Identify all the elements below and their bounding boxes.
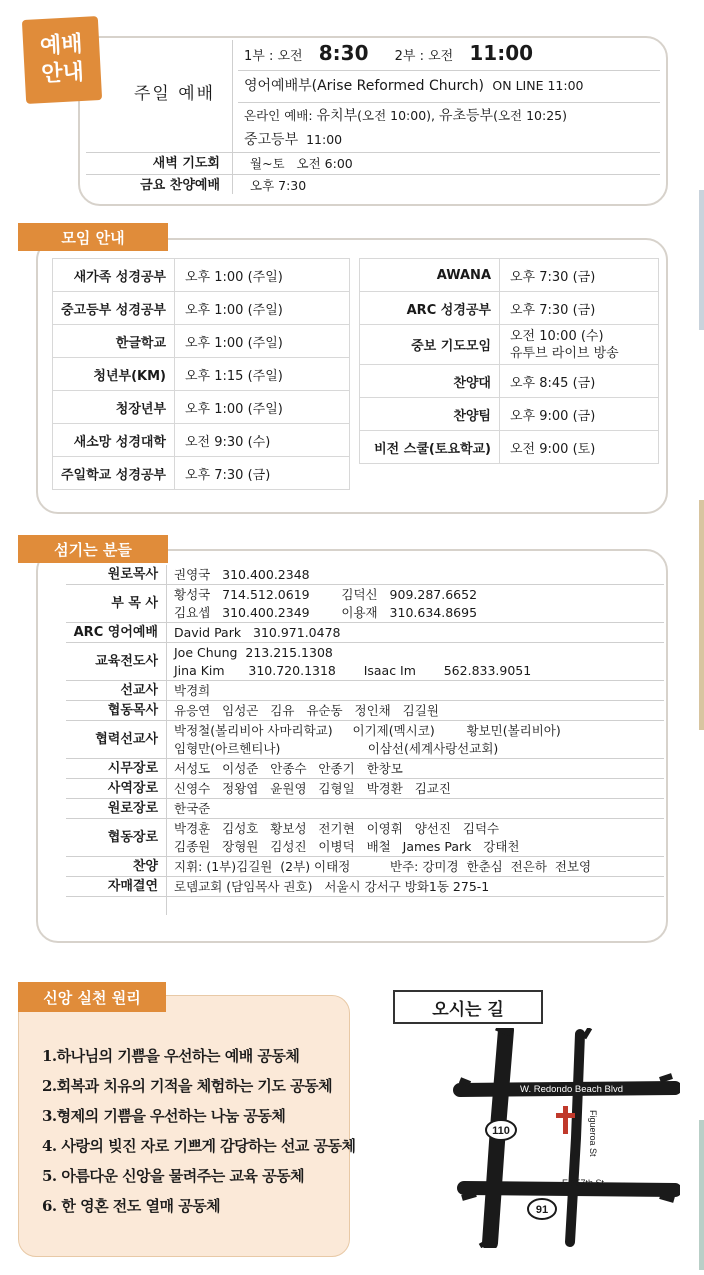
- staff-line: Jina Kim 310.720.1318 Isaac Im 562.833.9051: [174, 663, 532, 678]
- staff-row: [66, 721, 664, 759]
- staff-role: 시무장로: [107, 761, 158, 776]
- edge-strip: [699, 1120, 704, 1270]
- edge-strip: [699, 190, 704, 330]
- meetings-table-left: [52, 258, 350, 490]
- street-157th: E 157th St: [562, 1178, 605, 1188]
- staff-row: [66, 779, 664, 799]
- staff-row: [66, 585, 664, 623]
- meeting-time-note: 유투브 라이브 방송: [510, 345, 619, 361]
- principle-item: 1.하나님의 기쁨을 우선하는 예배 공동체: [42, 1047, 300, 1065]
- meeting-row: [53, 457, 350, 490]
- staff-line: 박정철(볼리비아 사마리학교) 이기제(멕시코) 황보민(볼리비아): [174, 723, 561, 738]
- meetings-table-right: [359, 258, 659, 464]
- elementary-label: 유초등부: [438, 108, 494, 124]
- meeting-time: 오후 7:30 (금): [500, 259, 659, 292]
- staff-role: 협동목사: [107, 703, 158, 718]
- staff-line: Joe Chung 213.215.1308: [174, 645, 333, 660]
- online-label: 온라인 예배:: [244, 108, 313, 123]
- meeting-name: 새소망 성경대학: [53, 424, 175, 457]
- staff-role: 찬양: [132, 859, 158, 874]
- staff-role: 사역장로: [107, 781, 158, 796]
- youth-label: 중고등부: [244, 132, 299, 148]
- meeting-time: 오후 7:30 (금): [500, 292, 659, 325]
- meeting-name: 청년부(KM): [53, 358, 175, 391]
- meeting-row: [53, 424, 350, 457]
- shield-91-label: 91: [535, 1204, 549, 1216]
- staff-line: 지휘: (1부)김길원 (2부) 이태정 반주: 강미경 한춘심 전은하 전보영: [174, 859, 592, 874]
- principle-item: 4. 사랑의 빚진 자로 기쁘게 감당하는 선교 공동체: [42, 1137, 356, 1155]
- staff-row: [66, 799, 664, 819]
- meeting-name: 찬양팀: [360, 398, 500, 431]
- edge-strip: [699, 500, 704, 730]
- staff-line: 신영수 정왕엽 윤원영 김형일 박경환 김교진: [174, 781, 451, 796]
- staff-role: 협력선교사: [95, 732, 158, 747]
- meeting-row: [53, 391, 350, 424]
- meeting-name: AWANA: [360, 259, 500, 292]
- meeting-name: 찬양대: [360, 365, 500, 398]
- staff-role: 원로장로: [107, 801, 158, 816]
- staff-row: [66, 701, 664, 721]
- staff-line: 김요셉 310.400.2349 이용재 310.634.8695: [174, 605, 478, 620]
- staff-row: [66, 681, 664, 701]
- shield-110-label: 110: [492, 1125, 510, 1137]
- street-figueroa: Figueroa St: [588, 1110, 598, 1157]
- principle-item: 5. 아름다운 신앙을 물려주는 교육 공동체: [42, 1167, 305, 1185]
- sunday-line2: [244, 78, 583, 94]
- sunday-line4: [244, 132, 342, 148]
- service1-label: 1부 : 오전: [244, 49, 303, 64]
- road-stroke: [464, 1188, 675, 1190]
- staff-names: [174, 878, 489, 896]
- staff-row: [66, 759, 664, 779]
- highway-shield-91: [528, 1199, 556, 1219]
- kinder-label: 유치부: [316, 108, 358, 124]
- sunday-line3: [244, 108, 567, 124]
- youth-time: 11:00: [306, 132, 343, 147]
- english-service: 영어예배부(Arise Reformed Church): [244, 78, 484, 94]
- meeting-time: 오후 8:45 (금): [500, 365, 659, 398]
- sunday-label: 주일 예배: [134, 84, 216, 104]
- staff-names: [174, 800, 210, 818]
- meeting-time-line: 오전 10:00 (수): [510, 328, 604, 344]
- staff-names: [174, 858, 591, 876]
- staff-names: [174, 624, 340, 642]
- staff-names: [174, 760, 403, 778]
- meeting-row: [53, 292, 350, 325]
- staff-row: [66, 857, 664, 877]
- staff-tag: 섬기는 분들: [18, 535, 168, 563]
- meetings-tag: 모임 안내: [18, 223, 168, 251]
- staff-line: 유응연 임성곤 김유 유순동 정인채 김길원: [174, 703, 439, 718]
- meeting-time: 오전 9:00 (토): [500, 431, 659, 464]
- street-redondo: W. Redondo Beach Blvd: [520, 1084, 623, 1095]
- staff-role: 부 목 사: [111, 596, 158, 611]
- staff-line: 서성도 이성준 안종수 안종기 한창모: [174, 761, 403, 776]
- staff-role: 선교사: [120, 683, 158, 698]
- staff-names: [174, 702, 439, 720]
- staff-role: 교육전도사: [95, 654, 158, 669]
- meeting-name: ARC 성경공부: [360, 292, 500, 325]
- kinder-time: (오전 10:00),: [357, 108, 435, 123]
- staff-line: 김종원 장형원 김성진 이병덕 배철 James Park 강태천: [174, 839, 520, 854]
- staff-line: 황성국 714.512.0619 김덕신 909.287.6652: [174, 587, 478, 602]
- service2-time: 11:00: [469, 41, 534, 65]
- staff-role: 자매결연: [107, 879, 158, 894]
- meeting-time: [500, 325, 659, 365]
- staff-role: 원로목사: [107, 567, 158, 582]
- meeting-time: 오후 1:15 (주일): [175, 358, 350, 391]
- meeting-time: 오전 9:30 (수): [175, 424, 350, 457]
- elementary-time: (오전 10:25): [493, 108, 567, 123]
- principle-item: 3.형제의 기쁨을 우선하는 나눔 공동체: [42, 1107, 286, 1125]
- staff-names: [174, 644, 531, 680]
- worship-tag: 예배 안내: [22, 16, 102, 104]
- dawn-value: 월~토 오전 6:00: [250, 156, 353, 171]
- staff-line: David Park 310.971.0478: [174, 625, 341, 640]
- meeting-row: [360, 398, 659, 431]
- service1-time: 8:30: [318, 41, 369, 65]
- directions-map: [450, 1028, 680, 1248]
- staff-line: 한국준: [174, 801, 211, 816]
- staff-row: [66, 565, 664, 585]
- dawn-label: 새벽 기도회: [152, 156, 220, 171]
- friday-label: 금요 찬양예배: [140, 178, 220, 193]
- friday-value: 오후 7:30: [250, 178, 307, 193]
- staff-role: ARC 영어예배: [73, 625, 158, 640]
- staff-names: [174, 682, 210, 700]
- map-title-box: [393, 990, 543, 1024]
- meeting-name: 한글학교: [53, 325, 175, 358]
- meeting-time: 오후 9:00 (금): [500, 398, 659, 431]
- meeting-row: [53, 358, 350, 391]
- meeting-row: [360, 431, 659, 464]
- staff-row: [66, 877, 664, 897]
- meeting-name: 새가족 성경공부: [53, 259, 175, 292]
- meeting-name: 중고등부 성경공부: [53, 292, 175, 325]
- meeting-name: 중보 기도모임: [360, 325, 500, 365]
- staff-names: [174, 780, 451, 798]
- meeting-time: 오후 7:30 (금): [175, 457, 350, 490]
- meeting-row: [360, 325, 659, 365]
- staff-line: 박경훈 김성호 황보성 전기현 이영휘 양선진 김덕수: [174, 821, 500, 836]
- staff-row: [66, 643, 664, 681]
- sunday-line1: [244, 42, 533, 64]
- highway-shield-110: [486, 1120, 516, 1140]
- staff-names: [174, 586, 477, 622]
- meeting-name: 청장년부: [53, 391, 175, 424]
- staff-line: 임형만(아르헨티나) 이삼선(세계사랑선교회): [174, 741, 499, 756]
- principle-item: 6. 한 영혼 전도 열매 공동체: [42, 1197, 221, 1215]
- meeting-row: [53, 325, 350, 358]
- staff-line: 박경희: [174, 683, 211, 698]
- map-title: 오시는 길: [432, 999, 504, 1020]
- principle-item: 2.회복과 치유의 기적을 체험하는 기도 공동체: [42, 1077, 333, 1095]
- meeting-name: 주일학교 성경공부: [53, 457, 175, 490]
- meeting-row: [53, 259, 350, 292]
- staff-row: [66, 819, 664, 857]
- staff-names: [174, 566, 310, 584]
- staff-line: 권영국 310.400.2348: [174, 567, 310, 582]
- english-service-time: ON LINE 11:00: [492, 78, 584, 93]
- staff-names: [174, 820, 520, 856]
- meeting-row: [360, 365, 659, 398]
- meeting-row: [360, 259, 659, 292]
- road-stroke: [570, 1034, 580, 1242]
- meeting-time: 오후 1:00 (주일): [175, 391, 350, 424]
- service2-label: 2부 : 오전: [394, 49, 454, 64]
- staff-line: 로뎀교회 (담임목사 권호) 서울시 강서구 방화1동 275-1: [174, 879, 490, 894]
- staff-role: 협동장로: [107, 830, 158, 845]
- principles-tag: 신앙 실천 원리: [18, 982, 166, 1012]
- staff-names: [174, 722, 561, 758]
- meeting-time: 오후 1:00 (주일): [175, 292, 350, 325]
- meeting-row: [360, 292, 659, 325]
- staff-row: [66, 623, 664, 643]
- meeting-time: 오후 1:00 (주일): [175, 325, 350, 358]
- meeting-time: 오후 1:00 (주일): [175, 259, 350, 292]
- principles-card: [18, 995, 350, 1257]
- meeting-name: 비전 스쿨(토요학교): [360, 431, 500, 464]
